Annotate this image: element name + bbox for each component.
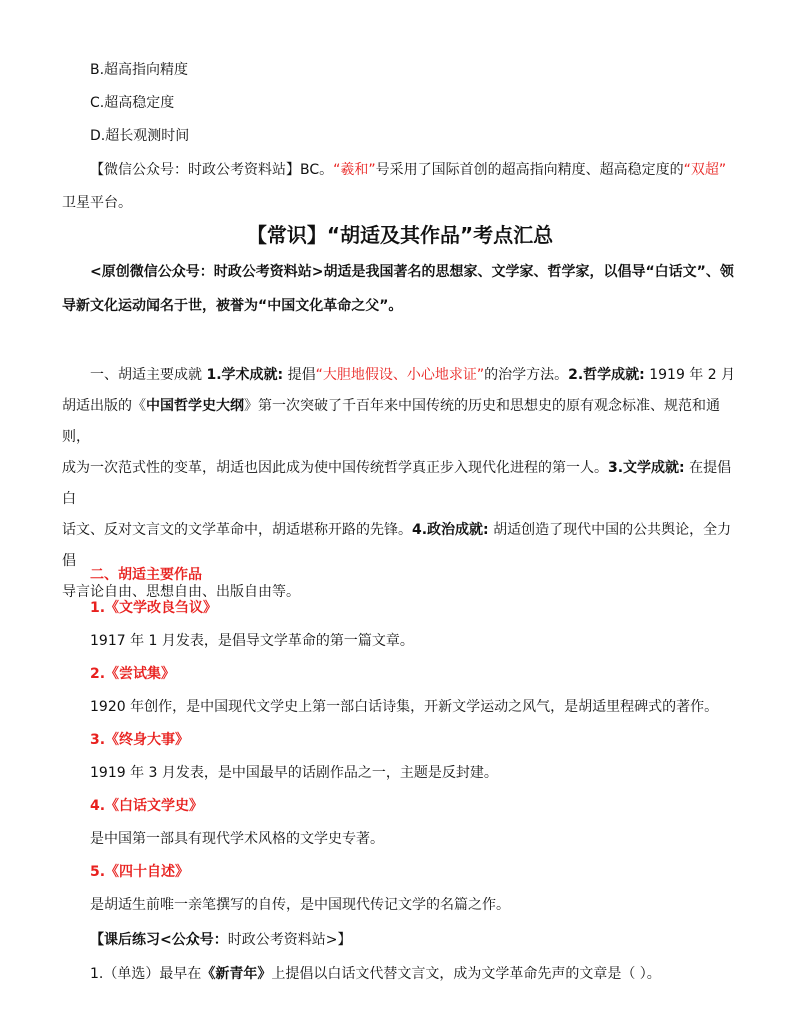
politics-label: 4.政治成就: [412, 522, 489, 538]
intro-line-2: 导新文化运动闻名于世，被誉为“中国文化革命之父”。 [62, 298, 403, 314]
exercise-heading [90, 930, 351, 950]
exercise-heading-c: 时政公考资料站>】 [227, 932, 352, 948]
question-text-a: 1.（单选）最早在 [90, 966, 202, 982]
work-desc-4: 是中国第一部具有现代学术风格的文学史专著。 [90, 831, 384, 847]
option-d: D.超长观测时间 [90, 128, 190, 144]
answer-mid: 号采用了国际首创的超高指向精度、超高稳定度的 [375, 162, 684, 178]
academic-quote: “大胆地假设、小心地求证” [315, 367, 485, 383]
option-c: C.超高稳定度 [90, 95, 175, 111]
answer-xihe: “羲和” [333, 162, 376, 178]
option-b: B.超高指向精度 [90, 62, 189, 78]
question-journal: 《新青年》 [201, 966, 272, 982]
exercise-question-1 [90, 964, 661, 984]
works-heading: 二、胡适主要作品 [90, 567, 202, 583]
answer-prefix: 【微信公众号：时政公考资料站】BC。 [90, 162, 334, 178]
philosophy-text-c: 》第一次突破了千百年来中国传统的历史和思想史的原有观念标准、规范和通则， [62, 398, 720, 445]
politics-text-a: 胡适创造了现代中国的公共舆论，全力倡 [62, 522, 732, 569]
academic-text-b: 的治学方法。 [484, 367, 569, 383]
work-title-1: 1.《文学改良刍议》 [90, 600, 218, 616]
academic-text-a: 提倡 [283, 367, 316, 383]
academic-label: 1.学术成就: [206, 367, 284, 383]
work-title-5: 5.《四十自述》 [90, 864, 190, 880]
philosophy-text-d: 成为一次范式性的变革，胡适也因此成为使中国传统哲学真正步入现代化进程的第一人。 [62, 460, 608, 476]
answer-shuangchao: “双超” [683, 162, 727, 178]
work-title-3: 3.《终身大事》 [90, 732, 190, 748]
work-title-4: 4.《白话文学史》 [90, 798, 204, 814]
answer-explanation [90, 160, 726, 180]
achievements-lead: 一、胡适主要成就 [90, 367, 207, 383]
literature-label: 3.文学成就: [608, 460, 685, 476]
question-text-c: 上提倡以白话文代替文言文，成为文学革命先声的文章是（ ）。 [271, 966, 661, 982]
literature-text-b: 话文、反对文言文的文学革命中，胡适堪称开路的先锋。 [62, 522, 412, 538]
philosophy-label: 2.哲学成就: [568, 367, 645, 383]
philosophy-book: 中国哲学史大纲 [146, 398, 244, 414]
work-desc-3: 1919 年 3 月发表，是中国最早的话剧作品之一，主题是反封建。 [90, 765, 498, 781]
work-desc-1: 1917 年 1 月发表，是倡导文学革命的第一篇文章。 [90, 633, 414, 649]
work-title-2: 2.《尝试集》 [90, 666, 176, 682]
literature-text-a: 在提倡白 [62, 460, 732, 507]
work-desc-5: 是胡适生前唯一亲笔撰写的自传，是中国现代传记文学的名篇之作。 [90, 897, 510, 913]
politics-text-b: 导言论自由、思想自由、出版自由等。 [62, 584, 300, 600]
work-desc-2: 1920 年创作，是中国现代文学史上第一部白话诗集，开新文学运动之风气，是胡适里程碑式的著作。 [90, 699, 719, 715]
answer-tail: 卫星平台。 [62, 195, 132, 211]
philosophy-text-a: 1919 年 2 月 [644, 367, 736, 383]
exercise-heading-b: <公众号： [160, 932, 228, 948]
intro-line-1: <原创微信公众号：时政公考资料站>胡适是我国著名的思想家、文学家、哲学家，以倡导“白话文”、领 [90, 264, 734, 280]
philosophy-text-b: 胡适出版的《 [62, 398, 146, 414]
section-title: 【常识】“胡适及其作品”考点汇总 [246, 223, 554, 247]
exercise-heading-a: 【课后练习 [90, 932, 160, 948]
